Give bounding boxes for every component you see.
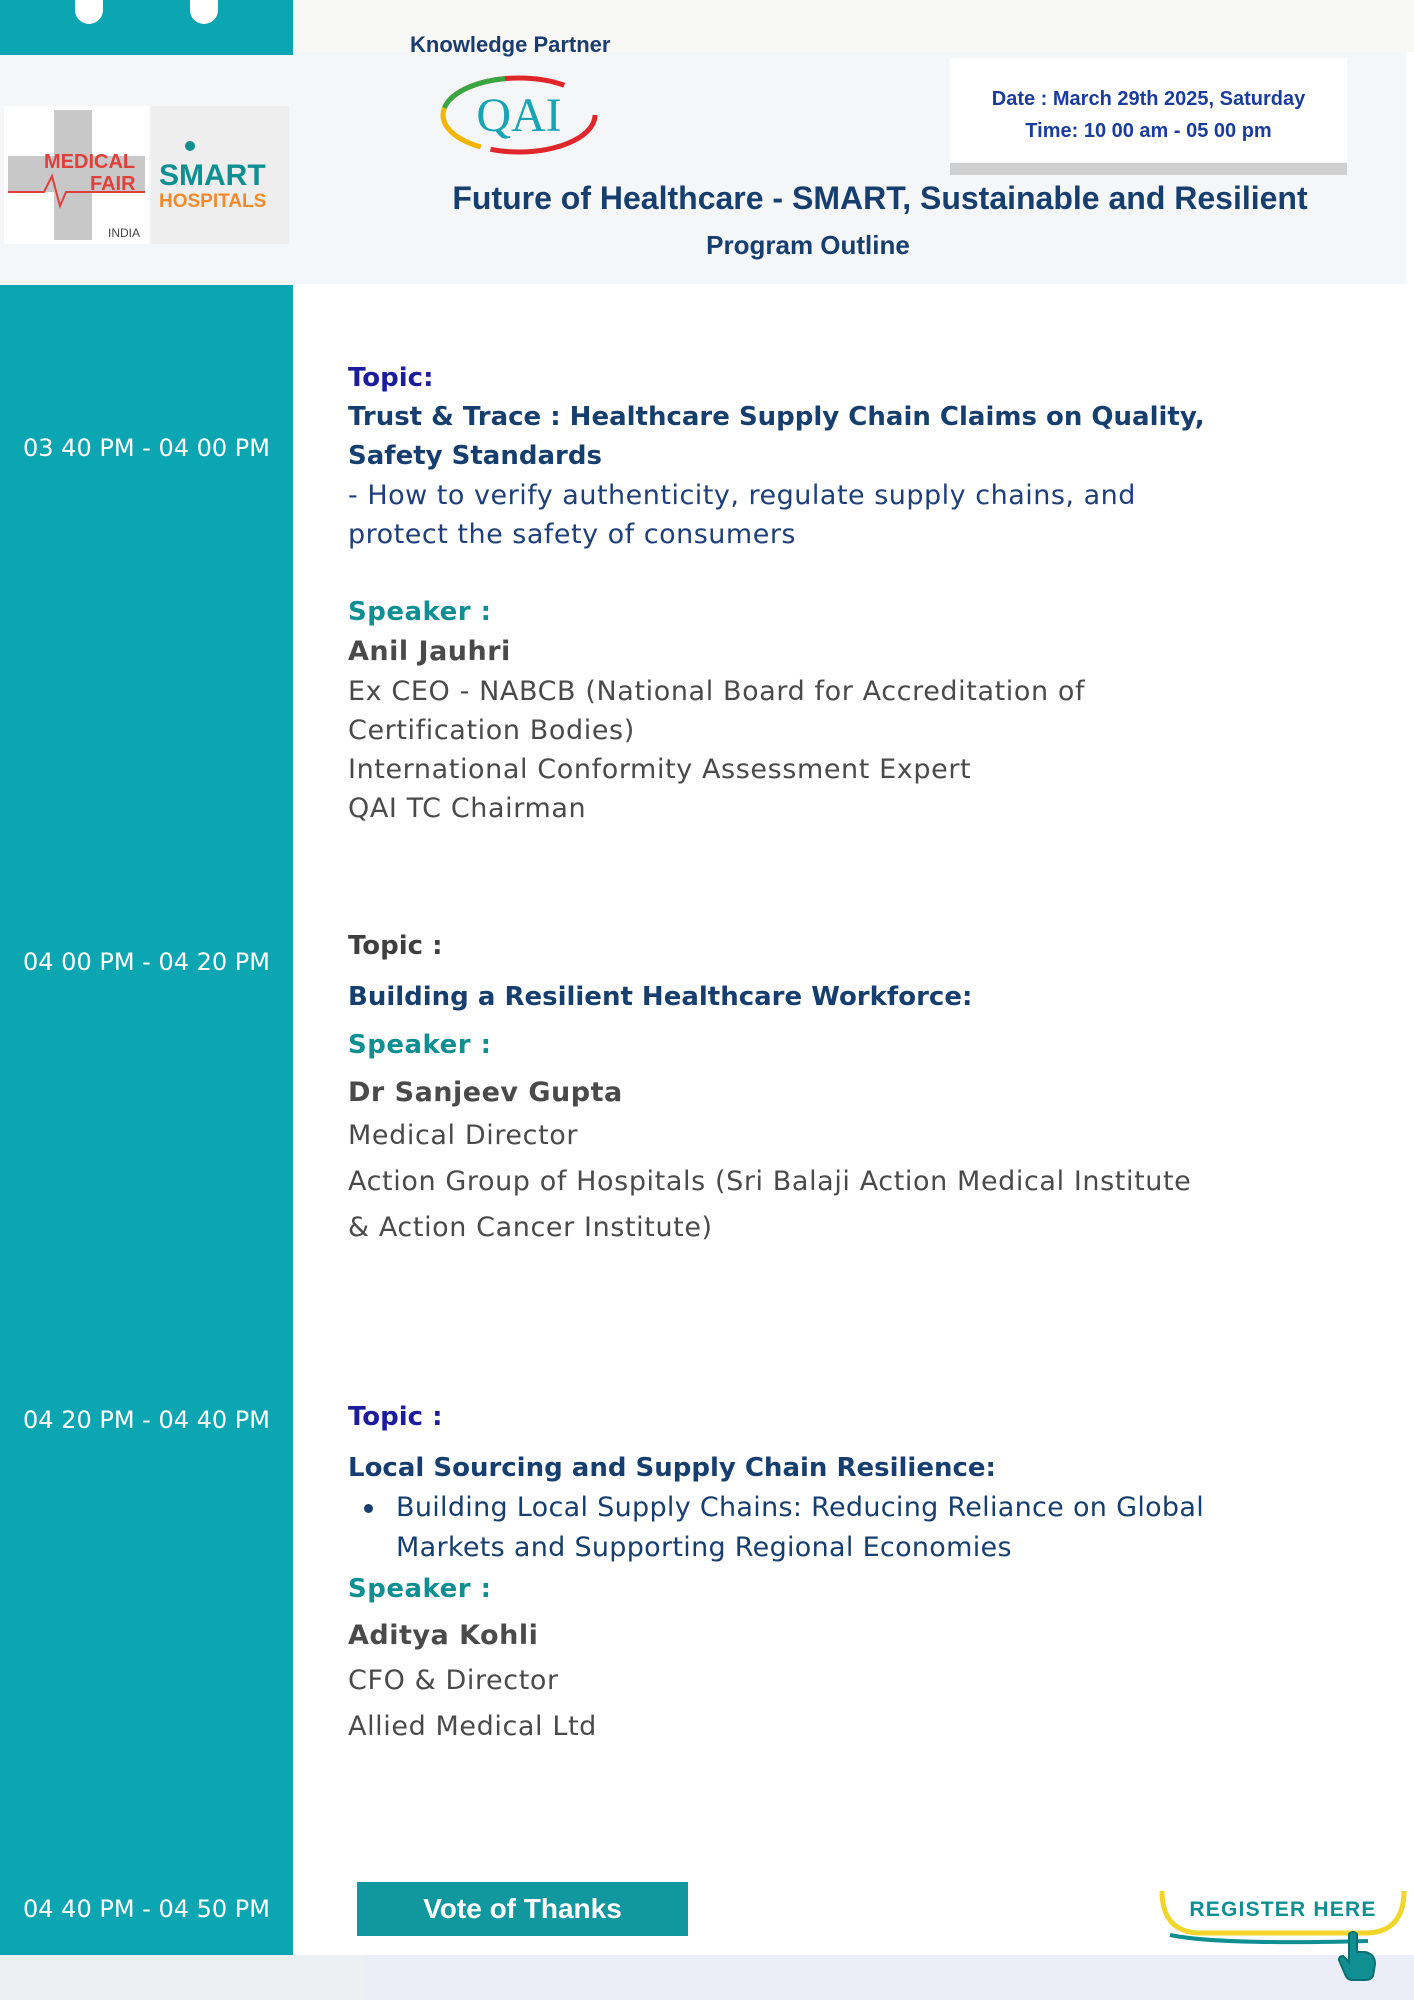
speaker-name: Anil Jauhri (348, 636, 511, 667)
topic-title-line: Local Sourcing and Supply Chain Resilience: (348, 1453, 996, 1483)
vote-of-thanks-label: Vote of Thanks (357, 1882, 688, 1936)
register-label[interactable]: REGISTER HERE (1189, 1898, 1377, 1921)
speaker-detail: Allied Medical Ltd (348, 1711, 597, 1742)
topic-title-line: Building a Resilient Healthcare Workforce: (348, 982, 973, 1012)
session-time: 04 20 PM - 04 40 PM (23, 1406, 270, 1434)
hospitals-text: HOSPITALS (159, 191, 267, 212)
session-3 (348, 1397, 1348, 1750)
pointer-hand-icon (1335, 1930, 1379, 1982)
bullet-item (348, 1488, 1348, 1528)
topic-description-line: protect the safety of consumers (348, 519, 796, 550)
topic-title-line: Safety Standards (348, 441, 602, 471)
smart-hospitals-logo (151, 106, 289, 244)
session-time: 04 00 PM - 04 20 PM (23, 948, 270, 976)
topic-label: Topic : (348, 931, 443, 961)
speaker-detail: QAI TC Chairman (348, 793, 587, 824)
speaker-detail: CFO & Director (348, 1665, 559, 1696)
bullet-text-line: Markets and Supporting Regional Economies (396, 1532, 1012, 1563)
smart-text: SMART (159, 159, 266, 192)
speaker-label: Speaker : (348, 1574, 492, 1604)
topic-description-line: - How to verify authenticity, regulate supply chains, and (348, 480, 1136, 511)
qai-logo (438, 68, 600, 158)
medical-fair-logo (4, 106, 149, 244)
session-1 (348, 358, 1348, 828)
medical-fair-line1: MEDICAL (44, 151, 136, 173)
session-time: 04 40 PM - 04 50 PM (23, 1895, 270, 1923)
event-date: Date : March 29th 2025, Saturday (991, 88, 1306, 110)
date-box-shadow (950, 163, 1347, 175)
timeline-column (0, 0, 293, 1955)
session-time: 03 40 PM - 04 00 PM (23, 434, 270, 462)
speaker-detail: Action Group of Hospitals (Sri Balaji Action Medical Institute (348, 1166, 1192, 1197)
medical-fair-line3: INDIA (108, 226, 141, 240)
topic-label: Topic: (348, 363, 434, 393)
session-2 (348, 926, 1348, 1251)
speaker-detail: & Action Cancer Institute) (348, 1212, 713, 1243)
bullet-icon (364, 1504, 373, 1513)
speaker-name: Dr Sanjeev Gupta (348, 1077, 623, 1108)
qai-logo-text: QAI (476, 89, 562, 142)
bullet-item-continued (348, 1528, 1348, 1568)
speaker-label: Speaker : (348, 597, 492, 627)
speaker-detail: Medical Director (348, 1120, 579, 1151)
topic-title-line: Trust & Trace : Healthcare Supply Chain Claims on Quality, (348, 402, 1205, 432)
speaker-label: Speaker : (348, 1030, 492, 1060)
medical-fair-line2: FAIR (90, 173, 136, 195)
speaker-detail: Certification Bodies) (348, 715, 635, 746)
event-time: Time: 10 00 am - 05 00 pm (1025, 120, 1272, 142)
speaker-detail: International Conformity Assessment Expert (348, 754, 972, 785)
page-subtitle: Program Outline (706, 230, 910, 260)
speaker-name: Aditya Kohli (348, 1620, 539, 1651)
date-box (950, 58, 1347, 162)
knowledge-partner-label: Knowledge Partner (410, 32, 611, 57)
speaker-detail: Ex CEO - NABCB (National Board for Accreditation of (348, 676, 1086, 707)
topic-label: Topic : (348, 1402, 443, 1432)
bottom-strip-light (365, 1955, 1414, 2000)
bullet-text-line: Building Local Supply Chains: Reducing Reliance on Global (396, 1492, 1205, 1523)
page-title: Future of Healthcare - SMART, Sustainable and Resilient (452, 180, 1308, 216)
